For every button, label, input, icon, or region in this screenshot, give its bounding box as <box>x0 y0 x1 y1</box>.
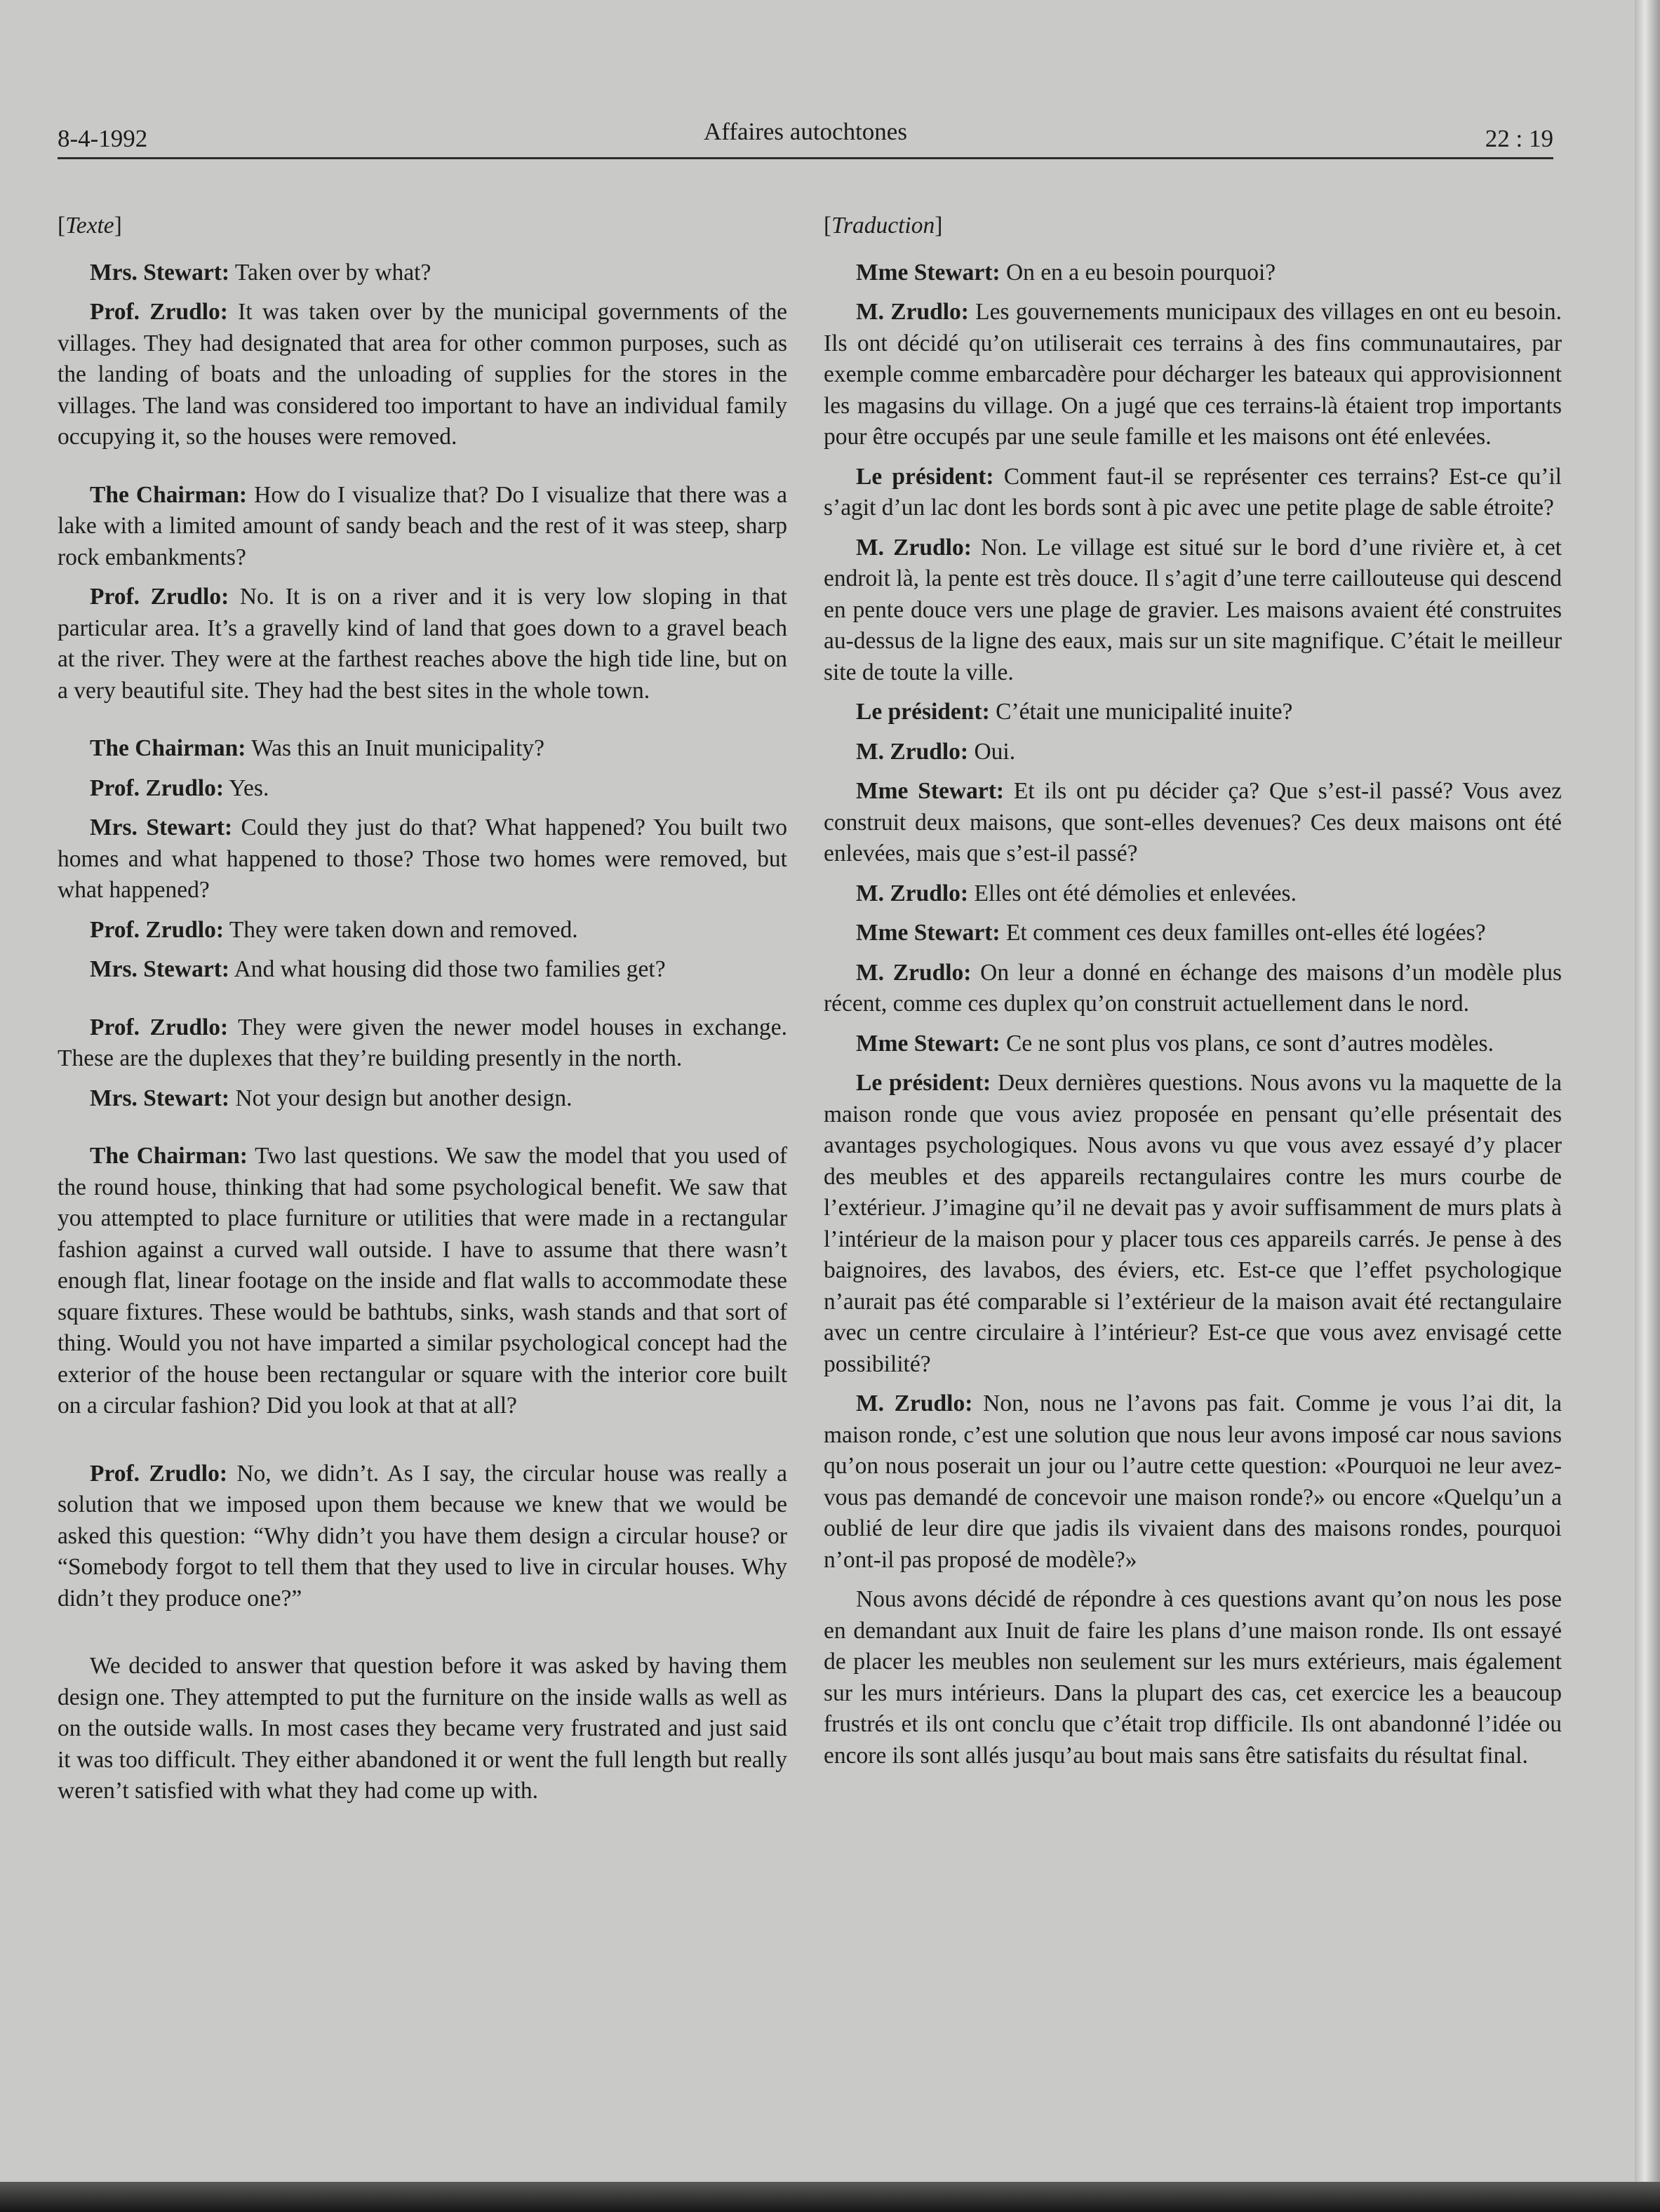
transcript-paragraph: M. Zrudlo: On leur a donné en échange des maisons d’un modèle plus récent, comme ces duplex qu’on construit actuellement dans le nord. <box>824 959 1562 1017</box>
speaker-name: Mrs. Stewart: <box>90 956 230 982</box>
transcript-paragraph: We decided to answer that question before it was asked by having them design one. They attempted to put the furniture on the inside walls as well as on the outside walls. In most cases they became very frustrated and just said it was too difficult. They either abandoned it or went the full length but really weren’t satisfied with what they had come up with. <box>58 1653 787 1804</box>
speaker-name: Prof. Zrudlo: <box>90 775 225 801</box>
right-column <box>824 210 1562 1780</box>
speaker-name: Prof. Zrudlo: <box>90 916 225 943</box>
header-title: Affaires autochtones <box>704 118 907 145</box>
speaker-name: M. Zrudlo: <box>856 1390 973 1416</box>
transcript-paragraph: Nous avons décidé de répondre à ces questions avant qu’on nous les pose en demandant aux Inuit de faire les plans d’une maison ronde. Ils ont essayé de placer les meubles non seulement sur les murs extérieurs, mais également sur les murs intérieurs. Dans la plupart des cas, cet exercice les a beaucoup frustrés et ils ont conclu que c’était trop difficile. Ils ont abandonné l’idée ou encore ils sont allés jusqu’au bout mais sans être satisfaits du résultat final. <box>824 1586 1562 1769</box>
transcript-paragraph: The Chairman: Was this an Inuit municipality? <box>90 735 545 761</box>
transcript-paragraph: M. Zrudlo: Les gouvernements municipaux des villages en ont eu besoin. Ils ont décidé qu’on utiliserait ces terrains à des fins communautaires, par exemple comme embarcadère pour décharger les bateaux qui approvisionnent les magasins du village. On a jugé que ces terrains-là étaient trop importants pour être occupés par une seule famille et les maisons ont été enlevées. <box>824 299 1562 450</box>
transcript-paragraph: Prof. Zrudlo: Yes. <box>90 775 269 801</box>
speaker-name: The Chairman: <box>90 1143 248 1169</box>
transcript-paragraph: Prof. Zrudlo: No. It is on a river and it is very low sloping in that particular area. It’s a gravelly kind of land that goes down to a gravel beach at the river. They were at the farthest reaches above the high tide line, but on a very beautiful site. They had the best sites in the whole town. <box>58 584 787 704</box>
transcript-paragraph: M. Zrudlo: Non. Le village est situé sur le bord d’une rivière et, à cet endroit là, la pente est très douce. Il s’agit d’une terre caillouteuse qui descend en pente douce vers une plage de gravier. Les maisons avaient été construites au-dessus de la ligne des eaux, mais sur un site magnifique. C’était le meilleur site de toute la ville. <box>824 534 1562 685</box>
transcript-paragraph: Le président: C’était une municipalité inuite? <box>856 699 1293 725</box>
speaker-name: M. Zrudlo: <box>856 738 969 765</box>
running-header <box>58 118 1553 159</box>
transcript-paragraph: Mme Stewart: Et comment ces deux familles ont-elles été logées? <box>856 920 1486 946</box>
transcript-paragraph: Mme Stewart: On en a eu besoin pourquoi? <box>856 259 1276 286</box>
left-column <box>58 210 787 1816</box>
header-page-number: 22 : 19 <box>1485 125 1553 152</box>
transcript-paragraph: Prof. Zrudlo: They were given the newer model houses in exchange. These are the duplexes that they’re building presently in the north. <box>58 1014 787 1071</box>
speaker-name: Mme Stewart: <box>856 778 1005 804</box>
speaker-name: Prof. Zrudlo: <box>90 299 228 325</box>
transcript-paragraph: Mme Stewart: Et ils ont pu décider ça? Que s’est-il passé? Vous avez construit deux maisons, que sont-elles devenues? Ces deux maisons ont été enlevées, mais que s’est-il passé? <box>824 778 1562 866</box>
speaker-name: Mrs. Stewart: <box>90 1085 230 1111</box>
speaker-name: Mme Stewart: <box>856 920 1000 946</box>
speaker-name: Mrs. Stewart: <box>90 259 230 286</box>
transcript-paragraph: Prof. Zrudlo: No, we didn’t. As I say, the circular house was really a solution that we imposed upon them because we knew that we would be asked this question: “Why didn’t you have them design a circular house? or “Somebody forgot to tell them that they used to live in circular houses. Why didn’t they produce one?” <box>58 1460 787 1611</box>
page-edge-right <box>1635 0 1660 2212</box>
transcript-paragraph: Mrs. Stewart: And what housing did those two families get? <box>90 956 666 982</box>
speaker-name: Le président: <box>856 699 990 725</box>
speaker-name: Le président: <box>856 463 994 490</box>
transcript-paragraph: Mme Stewart: Ce ne sont plus vos plans, ce sont d’autres modèles. <box>856 1030 1494 1057</box>
transcript-paragraph: The Chairman: Two last questions. We saw the model that you used of the round house, thinking that had some psychological benefit. We saw that you attempted to place furniture or utilities that were made in a rectangular fashion against a curved wall outside. I have to assume that there wasn’t enough flat, linear footage on the inside and flat walls to accommodate these square fixtures. These would be bathtubs, sinks, wash stands and that sort of thing. Would you not have imparted a similar psychological concept had the exterior of the house been rectangular or square with the interior core built on a circular fashion? Did you look at that at all? <box>58 1143 787 1419</box>
speaker-name: Prof. Zrudlo: <box>90 584 229 610</box>
speaker-name: M. Zrudlo: <box>856 880 969 906</box>
transcript-paragraph: The Chairman: How do I visualize that? Do I visualize that there was a lake with a limited amount of sandy beach and the rest of it was steep, sharp rock embankments? <box>58 481 787 570</box>
scanner-bed-bottom <box>0 2182 1660 2212</box>
speaker-name: M. Zrudlo: <box>856 959 972 986</box>
speaker-name: M. Zrudlo: <box>856 299 969 325</box>
transcript-paragraph: Mrs. Stewart: Not your design but another design. <box>90 1085 573 1111</box>
transcript-paragraph: Prof. Zrudlo: It was taken over by the municipal governments of the villages. They had designated that area for other common purposes, such as the landing of boats and the unloading of supplies for the stores in the villages. The land was considered too important to have an individual family occupying it, so the houses were removed. <box>58 299 787 450</box>
speaker-name: Prof. Zrudlo: <box>90 1460 228 1487</box>
speaker-name: The Chairman: <box>90 735 246 761</box>
speaker-name: The Chairman: <box>90 481 248 508</box>
transcript-paragraph: Mrs. Stewart: Taken over by what? <box>90 259 431 286</box>
transcript-paragraph: Le président: Deux dernières questions. Nous avons vu la maquette de la maison ronde que vous aviez proposée en pensant qu’elle présentait des avantages psychologiques. Nous avons vu que vous avez essayé d’y placer des meubles et des appareils rectangulaires contre les murs courbe de l’extérieur. J’imagine qu’il ne devait pas y avoir suffisamment de murs plats à l’intérieur de la maison pour y placer tous ces appareils carrés. Je pense à des baignoires, des lavabos, des éviers, etc. Est-ce que l’effet psychologique n’aurait pas été comparable si l’extérieur de la maison avait été rectangulaire avec un centre circulaire à l’intérieur? Est-ce que vous avez envisagé cette possibilité? <box>824 1070 1562 1377</box>
section-label-texte: [Texte] <box>58 213 122 239</box>
speaker-name: Mme Stewart: <box>856 259 1000 286</box>
speaker-name: Mrs. Stewart: <box>90 815 233 840</box>
transcript-paragraph: M. Zrudlo: Non, nous ne l’avons pas fait. Comme je vous l’ai dit, la maison ronde, c’est une solution que nous leur avons imposé car nous savions qu’on nous poserait un jour ou l’autre cette question: «Pourquoi ne leur avez-vous pas demandé de concevoir une maison ronde?» ou encore «Quelqu’un a oublié de leur dire que jadis ils vivaient dans des maisons rondes, pourquoi n’ont-il pas proposé de modèle?» <box>824 1390 1562 1573</box>
transcript-paragraph: Le président: Comment faut-il se représenter ces terrains? Est-ce qu’il s’agit d’un lac dont les bords sont à pic avec une petite plage de sable étroite? <box>824 463 1562 521</box>
transcript-paragraph: Mrs. Stewart: Could they just do that? What happened? You built two homes and what happened to those? Those two homes were removed, but what happened? <box>58 815 787 903</box>
transcript-paragraph: M. Zrudlo: Oui. <box>856 738 1016 765</box>
transcript-paragraph: Prof. Zrudlo: They were taken down and removed. <box>90 916 578 943</box>
transcript-paragraph: M. Zrudlo: Elles ont été démolies et enlevées. <box>856 880 1297 906</box>
speaker-name: Prof. Zrudlo: <box>90 1014 229 1040</box>
speaker-name: Le président: <box>856 1070 991 1096</box>
speaker-name: M. Zrudlo: <box>856 534 972 561</box>
speaker-name: Mme Stewart: <box>856 1030 1000 1057</box>
header-date: 8-4-1992 <box>58 125 148 152</box>
section-label-traduction: [Traduction] <box>824 213 943 239</box>
